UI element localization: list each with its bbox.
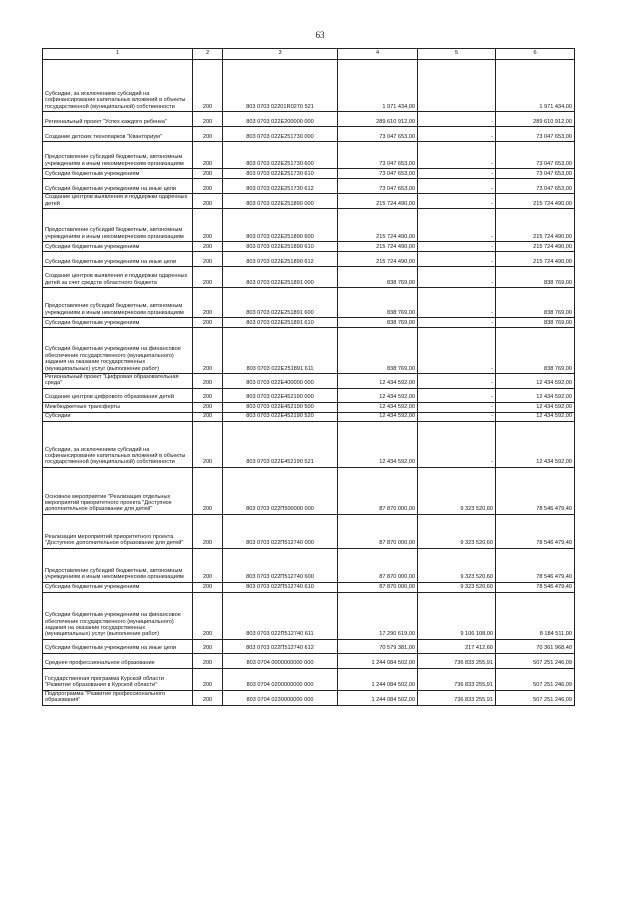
- row-budget-code: 803 0704 0000000000 000: [223, 653, 338, 668]
- row-remainder: 73 047 653,00: [496, 169, 575, 179]
- table-row: [43, 388, 575, 402]
- row-executed: -: [418, 318, 496, 328]
- row-executed: -: [418, 328, 496, 374]
- row-gr-code: 200: [193, 194, 223, 209]
- row-name: Создание детских технопарков "Кванториум": [43, 127, 193, 142]
- row-remainder: 507 251 246,09: [496, 690, 575, 705]
- row-name: Субсидии бюджетным учреждениям на финансовое обеспечение государственного (муниципального) задания на оказание государственных (муниципальных) услуг (выполнение работ): [43, 328, 193, 374]
- row-gr-code: 200: [193, 127, 223, 142]
- row-name: Среднее профессиональное образование: [43, 653, 193, 668]
- row-amount: 73 047 653,00: [338, 142, 418, 169]
- row-executed: -: [418, 209, 496, 242]
- row-budget-code: 803 0703 022П512740 610: [223, 582, 338, 592]
- row-executed: -: [418, 112, 496, 127]
- row-remainder: 78 546 479,40: [496, 548, 575, 582]
- row-executed: [418, 60, 496, 112]
- row-executed: -: [418, 142, 496, 169]
- row-amount: 87 870 000,00: [338, 582, 418, 592]
- row-remainder: 78 546 479,40: [496, 514, 575, 548]
- row-executed: -: [418, 169, 496, 179]
- row-remainder: 78 546 479,40: [496, 582, 575, 592]
- row-remainder: 838 769,00: [496, 267, 575, 288]
- row-remainder: 73 047 653,00: [496, 142, 575, 169]
- row-remainder: 12 434 592,00: [496, 421, 575, 467]
- table-row: [43, 242, 575, 252]
- row-amount: 73 047 653,00: [338, 169, 418, 179]
- row-amount: 73 047 653,00: [338, 127, 418, 142]
- row-remainder: 507 251 246,09: [496, 668, 575, 690]
- col-header-amount: 4: [338, 49, 418, 60]
- row-remainder: 838 769,00: [496, 318, 575, 328]
- row-executed: -: [418, 194, 496, 209]
- row-gr-code: 200: [193, 169, 223, 179]
- table-row: [43, 127, 575, 142]
- row-name: Субсидии: [43, 412, 193, 421]
- table-row: [43, 402, 575, 412]
- row-name: Межбюджетные трансферты: [43, 402, 193, 412]
- row-amount: 215 724 490,00: [338, 194, 418, 209]
- row-budget-code: 803 0703 022E251730 610: [223, 169, 338, 179]
- row-gr-code: 200: [193, 412, 223, 421]
- row-executed: -: [418, 388, 496, 402]
- row-remainder: 12 434 592,00: [496, 388, 575, 402]
- row-budget-code: 803 0703 022E452190 000: [223, 388, 338, 402]
- row-executed: -: [418, 402, 496, 412]
- row-remainder: 73 047 653,00: [496, 179, 575, 194]
- row-executed: 736 833 255,91: [418, 690, 496, 705]
- row-name: Создание центров выявления и поддержки одаренных детей за счет средств областного бюджета: [43, 267, 193, 288]
- row-amount: 838 769,00: [338, 328, 418, 374]
- row-remainder: 838 769,00: [496, 328, 575, 374]
- table-row: [43, 209, 575, 242]
- row-budget-code: 803 0703 022E251891 600: [223, 288, 338, 318]
- row-executed: 9 323 520,60: [418, 582, 496, 592]
- row-name: Субсидии бюджетным учреждениям на иные цели: [43, 252, 193, 267]
- row-amount: 12 434 592,00: [338, 421, 418, 467]
- row-budget-code: 803 0703 022E251730 600: [223, 142, 338, 169]
- row-executed: -: [418, 412, 496, 421]
- row-amount: 838 769,00: [338, 288, 418, 318]
- table-row: [43, 467, 575, 514]
- row-gr-code: 200: [193, 582, 223, 592]
- row-name: Региональный проект "Цифровая образовательная среда": [43, 374, 193, 389]
- row-executed: 217 412,60: [418, 639, 496, 653]
- row-name: Подпрограмма "Развитие профессионального образования": [43, 690, 193, 705]
- table-row: [43, 252, 575, 267]
- table-row: [43, 592, 575, 639]
- table-row: [43, 412, 575, 421]
- row-executed: -: [418, 288, 496, 318]
- row-name: Региональный проект "Успех каждого ребенка": [43, 112, 193, 127]
- row-name: Создание центров цифрового образования детей: [43, 388, 193, 402]
- row-budget-code: 803 0703 022E251890 612: [223, 252, 338, 267]
- row-name: Субсидии, за исключением субсидий на софинансирование капитальных вложений в объекты государственной (муниципальной) собственности: [43, 421, 193, 467]
- row-executed: 9 106 108,00: [418, 592, 496, 639]
- row-gr-code: 200: [193, 467, 223, 514]
- col-header-gr: 2: [193, 49, 223, 60]
- row-executed: -: [418, 374, 496, 389]
- row-amount: 215 724 490,00: [338, 209, 418, 242]
- row-gr-code: 200: [193, 179, 223, 194]
- row-gr-code: 200: [193, 142, 223, 169]
- row-gr-code: 200: [193, 318, 223, 328]
- row-budget-code: 803 0703 022E251891 611: [223, 328, 338, 374]
- row-name: Основное мероприятие "Реализация отдельных мероприятий приоритетного проекта "Доступное дополнительное образование для детей": [43, 467, 193, 514]
- row-budget-code: 803 0703 022П512740 600: [223, 548, 338, 582]
- table-row: [43, 639, 575, 653]
- table-row: [43, 194, 575, 209]
- col-header-code: 3: [223, 49, 338, 60]
- row-executed: -: [418, 267, 496, 288]
- row-remainder: 78 546 479,40: [496, 467, 575, 514]
- row-name: Субсидии бюджетным учреждениям: [43, 582, 193, 592]
- table-row: [43, 112, 575, 127]
- table-row: [43, 328, 575, 374]
- row-remainder: 838 769,00: [496, 288, 575, 318]
- row-budget-code: 803 0703 022E452190 521: [223, 421, 338, 467]
- row-budget-code: 803 0703 022E452190 520: [223, 412, 338, 421]
- row-remainder: 215 724 490,00: [496, 242, 575, 252]
- col-header-executed: 5: [418, 49, 496, 60]
- row-budget-code: 803 0703 02201R0270 521: [223, 60, 338, 112]
- row-budget-code: 803 0703 022E452190 500: [223, 402, 338, 412]
- row-budget-code: 803 0704 0200000000 000: [223, 668, 338, 690]
- row-amount: 215 724 490,00: [338, 242, 418, 252]
- table-row: [43, 668, 575, 690]
- table-row: [43, 582, 575, 592]
- row-name: Субсидии бюджетным учреждениям: [43, 169, 193, 179]
- col-header-name: 1: [43, 49, 193, 60]
- row-gr-code: 200: [193, 112, 223, 127]
- row-name: Субсидии бюджетным учреждениям: [43, 318, 193, 328]
- row-executed: 9 323 520,60: [418, 514, 496, 548]
- table-row: [43, 653, 575, 668]
- row-name: Субсидии бюджетным учреждениям: [43, 242, 193, 252]
- table-row: [43, 60, 575, 112]
- row-name: Предоставление субсидий бюджетным, автономным учреждениям и иным некоммерческим организациям: [43, 209, 193, 242]
- row-remainder: 12 434 592,00: [496, 402, 575, 412]
- row-budget-code: 803 0703 022E251890 000: [223, 194, 338, 209]
- row-gr-code: 200: [193, 668, 223, 690]
- row-remainder: 70 361 968,40: [496, 639, 575, 653]
- row-budget-code: 803 0703 022E251891 610: [223, 318, 338, 328]
- row-executed: -: [418, 252, 496, 267]
- row-name: Создание центров выявления и поддержки одаренных детей: [43, 194, 193, 209]
- table-row: [43, 267, 575, 288]
- row-budget-code: 803 0703 022E251730 612: [223, 179, 338, 194]
- row-amount: 1 971 434,00: [338, 60, 418, 112]
- row-budget-code: 803 0703 022П512740 611: [223, 592, 338, 639]
- row-gr-code: 200: [193, 242, 223, 252]
- row-budget-code: 803 0703 022П512740 000: [223, 514, 338, 548]
- row-executed: -: [418, 179, 496, 194]
- row-name: Государственная программа Курской области "Развитие образования в Курской области": [43, 668, 193, 690]
- row-budget-code: 803 0703 022E251891 000: [223, 267, 338, 288]
- row-budget-code: 803 0703 022E251890 610: [223, 242, 338, 252]
- row-name: Субсидии, за исключением субсидий на софинансирование капитальных вложений в объекты государственной (муниципальной) собственности: [43, 60, 193, 112]
- row-remainder: 289 610 912,00: [496, 112, 575, 127]
- table-row: [43, 179, 575, 194]
- row-remainder: 215 724 490,00: [496, 194, 575, 209]
- row-amount: 17 290 619,00: [338, 592, 418, 639]
- page-number: 63: [315, 30, 325, 40]
- row-amount: 73 047 653,00: [338, 179, 418, 194]
- row-name: Субсидии бюджетным учреждениям на иные цели: [43, 639, 193, 653]
- row-name: Реализация мероприятий приоритетного проекта "Доступное дополнительное образование для детей": [43, 514, 193, 548]
- row-amount: 1 244 084 502,00: [338, 668, 418, 690]
- row-budget-code: 803 0703 022П500000 000: [223, 467, 338, 514]
- row-name: Предоставление субсидий бюджетным, автономным учреждениям и иным некоммерческим организациям: [43, 142, 193, 169]
- row-name: Субсидии бюджетным учреждениям на иные цели: [43, 179, 193, 194]
- row-amount: 70 579 381,00: [338, 639, 418, 653]
- col-header-remainder: 6: [496, 49, 575, 60]
- row-name: Субсидии бюджетным учреждениям на финансовое обеспечение государственного (муниципального) задания на оказание государственных (муниципальных) услуг (выполнение работ): [43, 592, 193, 639]
- row-gr-code: 200: [193, 592, 223, 639]
- row-remainder: 215 724 490,00: [496, 252, 575, 267]
- table-row: [43, 169, 575, 179]
- row-gr-code: 200: [193, 690, 223, 705]
- row-executed: -: [418, 242, 496, 252]
- row-budget-code: 803 0703 022E251730 000: [223, 127, 338, 142]
- table-row: [43, 514, 575, 548]
- row-gr-code: 200: [193, 388, 223, 402]
- row-amount: 1 244 084 502,00: [338, 690, 418, 705]
- row-amount: 12 434 592,00: [338, 374, 418, 389]
- table-row: [43, 374, 575, 389]
- row-gr-code: 200: [193, 328, 223, 374]
- row-amount: 12 434 592,00: [338, 412, 418, 421]
- row-amount: 87 870 000,00: [338, 467, 418, 514]
- row-remainder: 73 047 653,00: [496, 127, 575, 142]
- row-amount: 1 244 084 502,00: [338, 653, 418, 668]
- row-remainder: 8 184 511,00: [496, 592, 575, 639]
- row-remainder: 12 434 592,00: [496, 412, 575, 421]
- table-row: [43, 318, 575, 328]
- row-budget-code: 803 0703 022E200000 000: [223, 112, 338, 127]
- row-budget-code: 803 0703 022E400000 000: [223, 374, 338, 389]
- row-gr-code: 200: [193, 374, 223, 389]
- row-gr-code: 200: [193, 60, 223, 112]
- row-gr-code: 200: [193, 209, 223, 242]
- row-gr-code: 200: [193, 514, 223, 548]
- table-row: [43, 548, 575, 582]
- row-gr-code: 200: [193, 402, 223, 412]
- row-amount: 289 610 912,00: [338, 112, 418, 127]
- row-amount: 838 769,00: [338, 267, 418, 288]
- row-remainder: 507 251 246,09: [496, 653, 575, 668]
- header-row: [43, 49, 575, 60]
- table-row: [43, 288, 575, 318]
- row-name: Предоставление субсидий бюджетным, автономным учреждениям и иным некоммерческим организациям: [43, 288, 193, 318]
- row-gr-code: 200: [193, 548, 223, 582]
- row-name: Предоставление субсидий бюджетным, автономным учреждениям и иным некоммерческим организациям: [43, 548, 193, 582]
- row-gr-code: 200: [193, 639, 223, 653]
- row-remainder: 1 971 434,00: [496, 60, 575, 112]
- row-executed: 736 833 255,91: [418, 668, 496, 690]
- table-row: [43, 142, 575, 169]
- row-budget-code: 803 0704 0230000000 000: [223, 690, 338, 705]
- table-row: [43, 421, 575, 467]
- row-gr-code: 200: [193, 421, 223, 467]
- row-executed: -: [418, 127, 496, 142]
- row-budget-code: 803 0703 022П512740 612: [223, 639, 338, 653]
- row-amount: 12 434 592,00: [338, 388, 418, 402]
- row-gr-code: 200: [193, 252, 223, 267]
- row-remainder: 12 434 592,00: [496, 374, 575, 389]
- row-amount: 215 724 490,00: [338, 252, 418, 267]
- row-executed: 736 833 255,91: [418, 653, 496, 668]
- row-amount: 87 870 000,00: [338, 514, 418, 548]
- row-remainder: 215 724 490,00: [496, 209, 575, 242]
- row-executed: -: [418, 421, 496, 467]
- row-amount: 87 870 000,00: [338, 548, 418, 582]
- row-gr-code: 200: [193, 267, 223, 288]
- row-executed: 9 323 520,60: [418, 467, 496, 514]
- row-gr-code: 200: [193, 653, 223, 668]
- table-row: [43, 690, 575, 705]
- budget-table: [42, 48, 575, 706]
- row-amount: 12 434 592,00: [338, 402, 418, 412]
- row-budget-code: 803 0703 022E251890 600: [223, 209, 338, 242]
- row-executed: 9 323 520,60: [418, 548, 496, 582]
- row-amount: 838 769,00: [338, 318, 418, 328]
- row-gr-code: 200: [193, 288, 223, 318]
